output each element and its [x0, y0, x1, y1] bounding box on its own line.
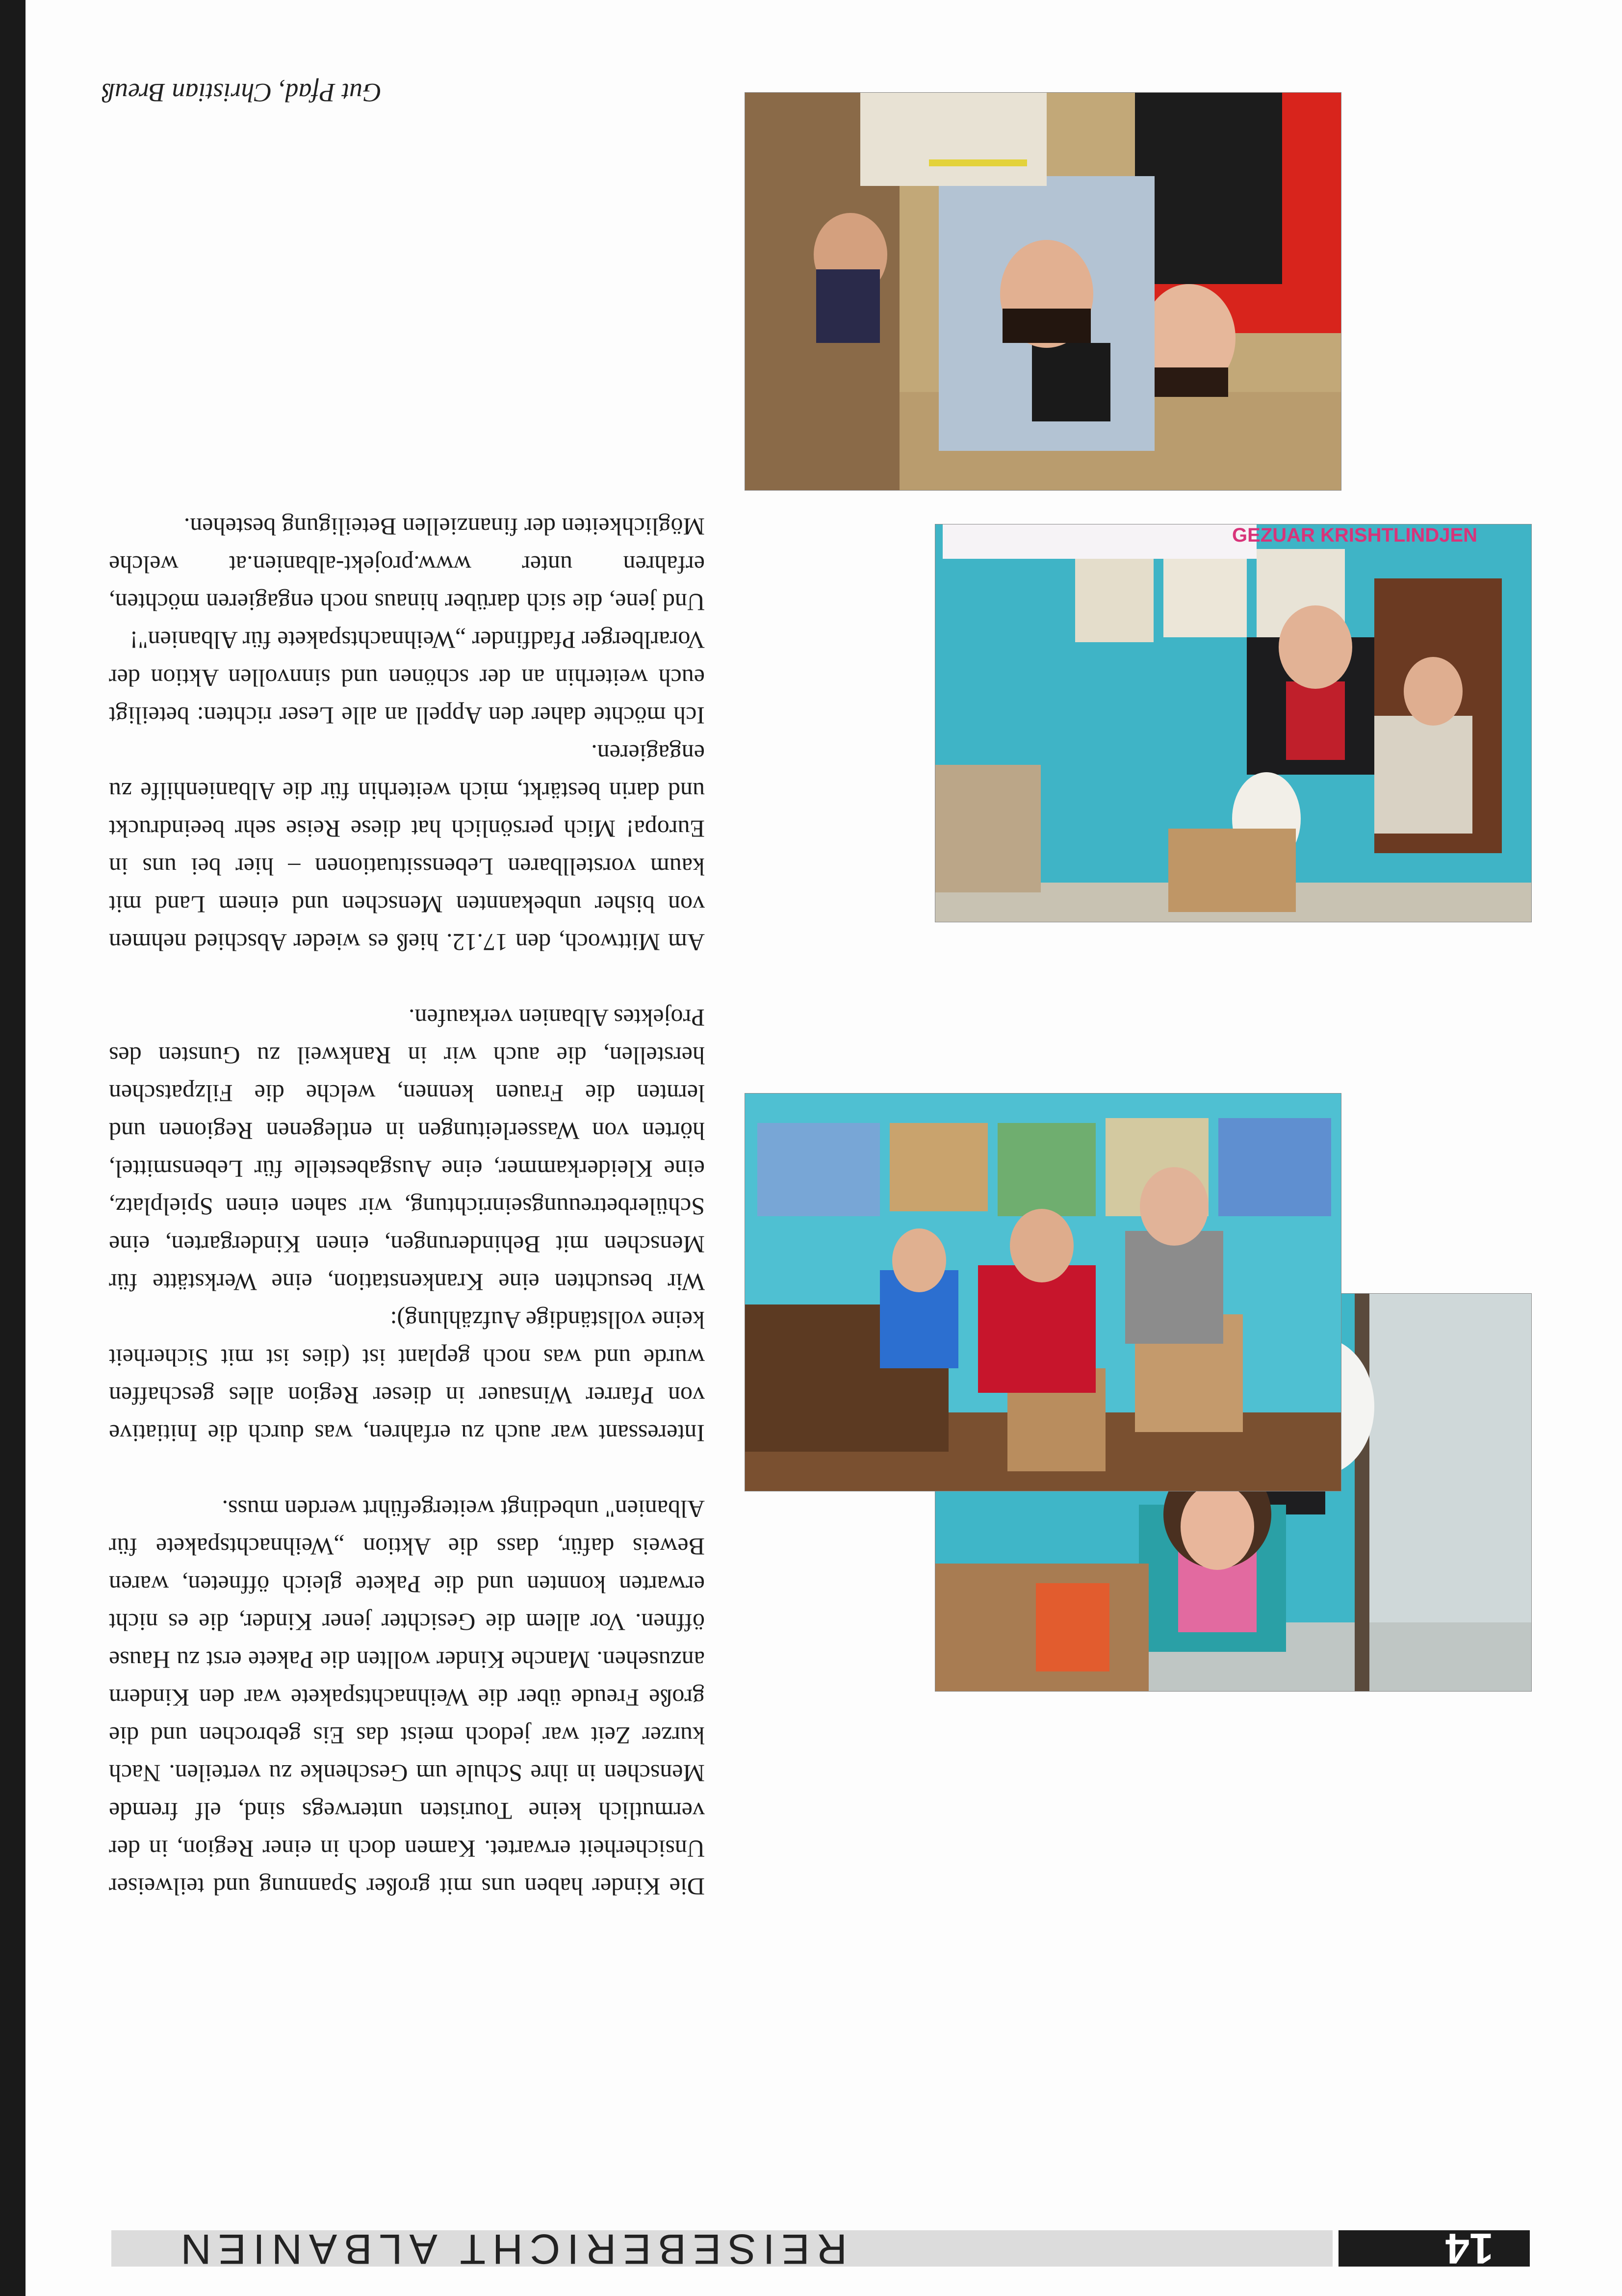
- photo-classroom-banner: [935, 524, 1532, 922]
- scan-edge: [0, 0, 26, 2296]
- photo-children-with-boxes-main: [745, 1093, 1341, 1491]
- paragraph-4: Am Mittwoch, den 17.12. hieß es wieder Abschied nehmen von bisher unbekannten Menschen und einem Land mit kaum vorstellbaren Lebenssituationen – hier bei uns in Europa! Mich persönlich hat diese Reise sehr beeindruckt und darin bestärkt, mich weiterhin für die Albanienhilfe zu engagieren.: [109, 740, 705, 956]
- article-text: [109, 508, 705, 1905]
- paragraph-2: Interessant war auch zu erfahren, was durch die Initiative von Pfarrer Winsauer in dieser Region alles geschaffen wurde und was noch geplant ist (dies ist mit Sicherheit keine vollständige Aufzählung):: [109, 1306, 705, 1447]
- paragraph-6: Und jene, die sich darüber hinaus noch engagieren möchten, erfahren unter www.projekt-albanien.at welche Möglichkeiten der finanziellen Beteiligung bestehen.: [109, 513, 705, 616]
- photo-two-boys: [745, 92, 1341, 491]
- banner-text: GEZUAR KRISHTLINDJEN: [1232, 524, 1478, 546]
- section-title: REISEBERICHT ALBANIEN: [174, 2225, 847, 2272]
- page-number: 14: [1339, 2230, 1530, 2267]
- paragraph-3: Wir besuchten eine Krankenstation, eine Werkstätte für Menschen mit Behinderungen, einen Kindergarten, eine Schülerbetreuungseinrichtung, wir sahen einen Spielplatz, eine Kleiderkammer, eine Ausgabestelle für Lebensmittel, hörten von Wasserleitungen in entlegenen Regionen und lernten die Frauen kennen, welche die Filzpatschen herstellen, die auch wir in Rankweil zu Gunsten des Projektes Albanien verkaufen.: [109, 1004, 705, 1296]
- paragraph-5: Ich möchte daher den Appell an alle Leser richten: beteiligt euch weiterhin an der schönen und sinnvollen Aktion der Vorarlberger Pfadfinder „Weihnachtspakete für Albanien"!: [109, 626, 705, 730]
- paragraph-1: Die Kinder haben uns mit großer Spannung und teilweiser Unsicherheit erwartet. Kamen doch in einer Region, in der vermutlich keine Touristen unterwegs sind, elf fremde Menschen in ihre Schule um Geschenke zu verteilen. Nach kurzer Zeit war jedoch meist das Eis gebrochen und die große Freude über die Weihnachtspakete war den Kindern anzusehen. Manche Kinder wollten die Pakete erst zu Hause öffnen. Vor allem die Gesichter jener Kinder, die es nicht erwarten konnten und die Pakete gleich öffneten, waren Beweis dafür, dass die Aktion „Weihnachtspakete für Albanien" unbedingt weitergeführt werden muss.: [109, 1495, 705, 1901]
- signature: Gut Pfad, Christian Breuß: [102, 78, 382, 107]
